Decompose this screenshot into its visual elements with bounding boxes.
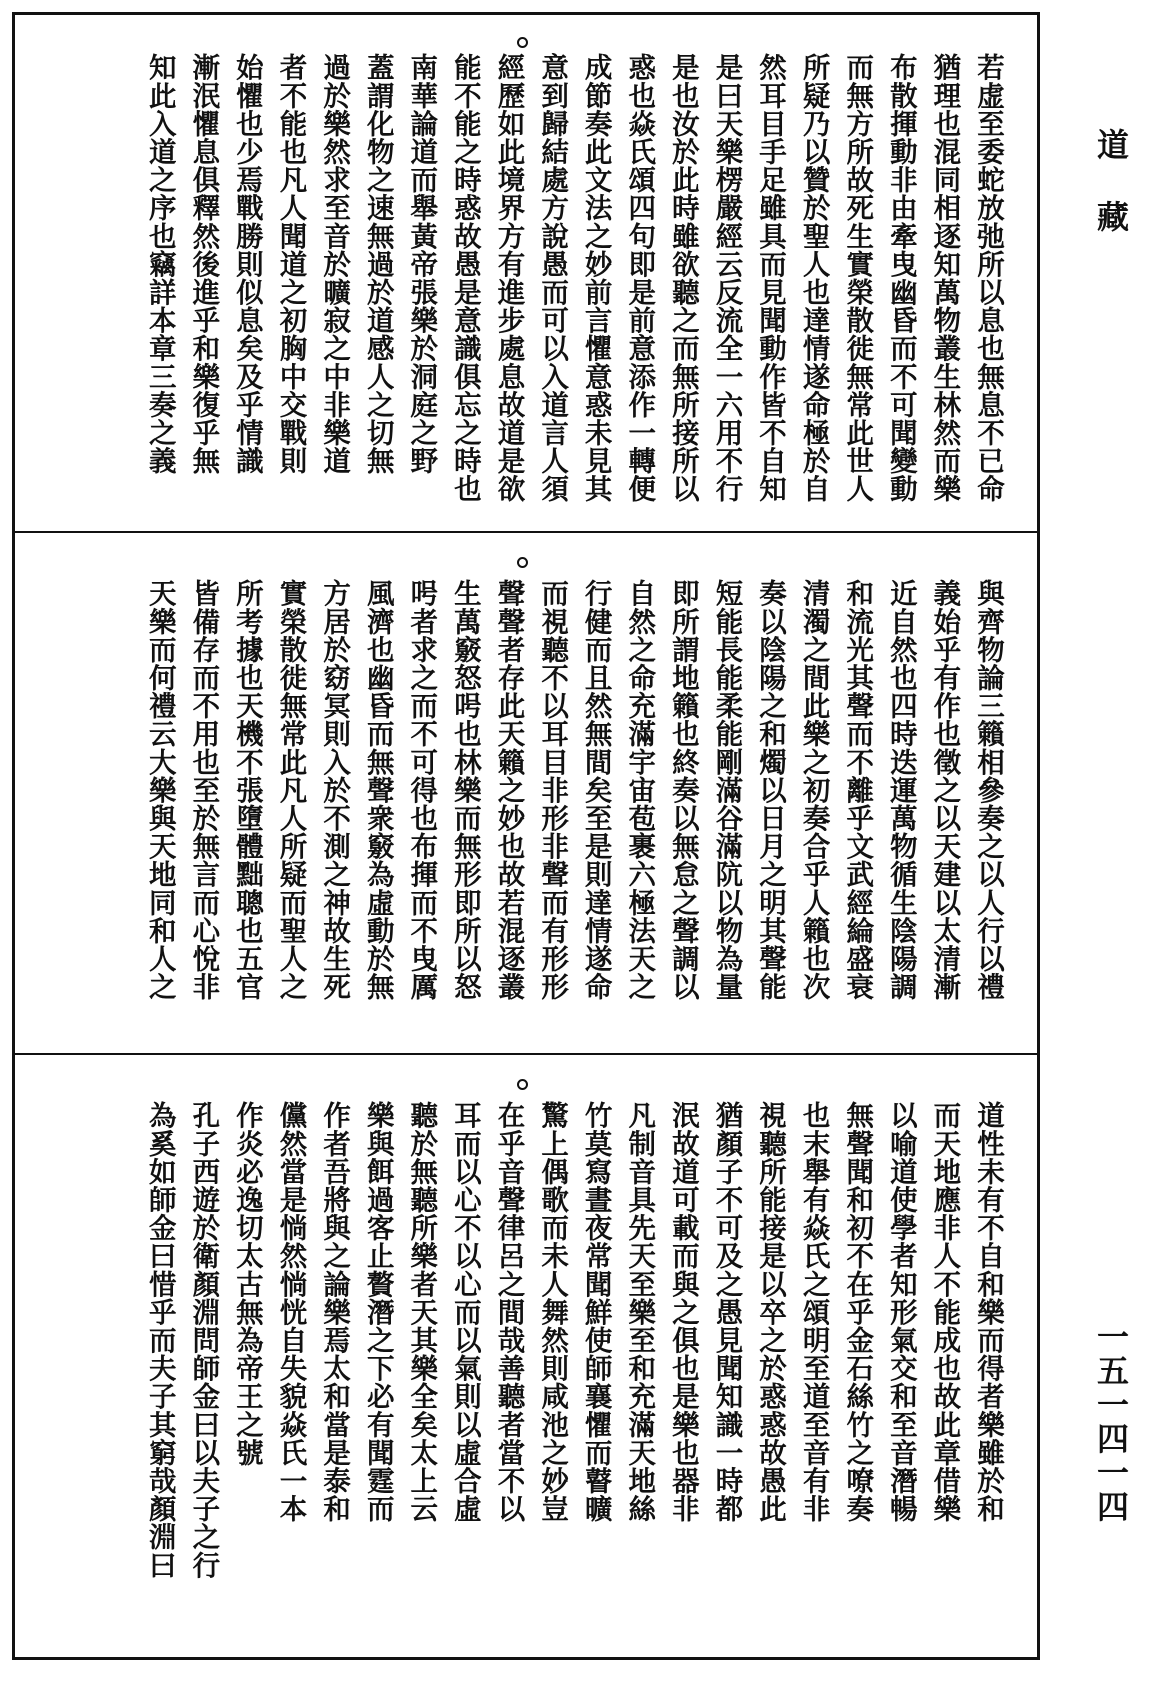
text-column: 孔子西遊於衛顏淵問師金曰以夫子之行 bbox=[187, 1101, 220, 1579]
text-column: 凡制音具先天至樂至和充滿天地絲 bbox=[623, 1101, 656, 1523]
text-column: 以喻道使學者知形氣交和至音潛暢 bbox=[884, 1101, 917, 1523]
text-column: 而視聽不以耳目非形非聲而有形形 bbox=[536, 579, 569, 1001]
page-frame bbox=[12, 12, 1040, 1660]
text-column: 作炎必逸切太古無為帝王之號 bbox=[230, 1101, 263, 1467]
text-column: 自然之命充滿宇宙苞裹六極法天之 bbox=[623, 579, 656, 1001]
text-column: 竹莫寫晝夜常聞鮮使師襄懼而瞽曠 bbox=[579, 1101, 612, 1523]
text-column: 義始乎有作也徵之以天建以太清漸 bbox=[928, 579, 961, 1001]
text-column: 皆備存而不用也至於無言而心悅非 bbox=[187, 579, 220, 1001]
text-column: 惑也焱氏頌四句即是前意添作一轉便 bbox=[623, 53, 656, 503]
text-column: 然耳目手足雖具而見聞動作皆不自知 bbox=[754, 53, 787, 503]
text-column: 風濟也幽昏而無聲衆竅為虛動於無 bbox=[361, 579, 394, 1001]
text-column: 聽於無聽所樂者天其樂全矣太上云 bbox=[405, 1101, 438, 1523]
text-column: 呺者求之而不可得也布揮而不曳厲 bbox=[405, 579, 438, 1001]
text-column: 是曰天樂楞嚴經云反流全一六用不行 bbox=[710, 53, 743, 503]
text-column: 即所謂地籟也終奏以無怠之聲調以 bbox=[666, 579, 699, 1001]
text-column: 漸泯懼息俱釋然後進乎和樂復乎無 bbox=[187, 53, 220, 475]
text-column: 道性未有不自和樂而得者樂雖於和 bbox=[972, 1101, 1004, 1523]
text-columns bbox=[137, 53, 1009, 503]
text-column: 蓋謂化物之速無過於道感人之切無 bbox=[361, 53, 394, 475]
text-column: 無聲聞和初不在乎金石絲竹之嘹奏 bbox=[841, 1101, 874, 1523]
section-ring-mark bbox=[517, 557, 528, 568]
text-column: 經歷如此境界方有進步處息故道是欲 bbox=[492, 53, 525, 503]
text-columns bbox=[137, 579, 1009, 1001]
text-column: 過於樂然求至音於曠寂之中非樂道 bbox=[318, 53, 351, 475]
text-column: 驚上偶歌而未人舞然則咸池之妙豈 bbox=[536, 1101, 569, 1523]
text-column: 近自然也四時迭運萬物循生陰陽調 bbox=[884, 579, 917, 1001]
text-column: 是也汝於此時雖欲聽之而無所接所以 bbox=[666, 53, 699, 503]
text-column: 視聽所能接是以卒之於惑惑故愚此 bbox=[754, 1101, 787, 1523]
text-column: 儻然當是惝然惝恍自失貌焱氏一本 bbox=[274, 1101, 307, 1523]
text-column: 耳而以心不以心而以氣則以虛合虛 bbox=[448, 1101, 481, 1523]
text-panel-upper bbox=[15, 15, 1037, 531]
text-column: 所疑乃以贊於聖人也達情遂命極於自 bbox=[797, 53, 830, 503]
text-column: 在乎音聲律呂之間哉善聽者當不以 bbox=[492, 1101, 525, 1523]
text-column: 樂與餌過客止贅潛之下必有聞霆而 bbox=[361, 1101, 394, 1523]
text-column: 能不能之時惑故愚是意識俱忘之時也 bbox=[448, 53, 481, 503]
text-column: 為奚如師金曰惜乎而夫子其窮哉顏淵曰 bbox=[143, 1101, 176, 1579]
text-column: 布散揮動非由牽曳幽昏而不可聞變動 bbox=[884, 53, 917, 503]
text-column: 猶顏子不可及之愚見聞知識一時都 bbox=[710, 1101, 743, 1523]
text-column: 意到歸結處方說愚而可以入道言人須 bbox=[536, 53, 569, 503]
text-column: 若虚至委蛇放弛所以息也無息不已命 bbox=[972, 53, 1004, 503]
text-column: 猶理也混同相逐知萬物叢生林然而樂 bbox=[928, 53, 961, 503]
text-column: 短能長能柔能剛滿谷滿阬以物為量 bbox=[710, 579, 743, 1001]
text-column: 實榮散徙無常此凡人所疑而聖人之 bbox=[274, 579, 307, 1001]
text-column: 者不能也凡人聞道之初胸中交戰則 bbox=[274, 53, 307, 475]
text-column: 始懼也少焉戰勝則似息矣及乎情識 bbox=[230, 53, 263, 475]
text-column: 所考據也天機不張墮體黜聰也五官 bbox=[230, 579, 263, 1001]
text-column: 也末舉有焱氏之頌明至道至音有非 bbox=[797, 1101, 830, 1523]
text-column: 南華論道而舉黃帝張樂於洞庭之野 bbox=[405, 53, 438, 475]
text-column: 生萬竅怒呺也林樂而無形即所以怒 bbox=[448, 579, 481, 1001]
text-panel-lower bbox=[15, 1053, 1037, 1657]
text-column: 奏以陰陽之和燭以日月之明其聲能 bbox=[754, 579, 787, 1001]
text-column: 泯故道可載而與之俱也是樂也器非 bbox=[666, 1101, 699, 1523]
text-column: 和流光其聲而不離乎文武經綸盛衰 bbox=[841, 579, 874, 1001]
text-column: 清濁之間此樂之初奏合乎人籟也次 bbox=[797, 579, 830, 1001]
text-column: 行健而且然無間矣至是則達情遂命 bbox=[579, 579, 612, 1001]
text-column: 成節奏此文法之妙前言懼意惑未見其 bbox=[579, 53, 612, 503]
section-ring-mark bbox=[517, 37, 528, 48]
text-columns bbox=[137, 1101, 1009, 1579]
text-panel-middle bbox=[15, 531, 1037, 1053]
text-column: 而無方所故死生實榮散徙無常此世人 bbox=[841, 53, 874, 503]
text-column: 聲聲者存此天籟之妙也故若混逐叢 bbox=[492, 579, 525, 1001]
page-number: 一五一四一四 bbox=[1092, 1320, 1130, 1524]
text-column: 而天地應非人不能成也故此章借樂 bbox=[928, 1101, 961, 1523]
text-column: 與齊物論三籟相參奏之以人行以禮 bbox=[972, 579, 1004, 1001]
text-column: 作者吾將與之論樂焉太和當是泰和 bbox=[318, 1101, 351, 1523]
text-column: 方居於窈冥則入於不測之神故生死 bbox=[318, 579, 351, 1001]
side-title: 道藏 bbox=[1092, 128, 1130, 272]
section-ring-mark bbox=[517, 1079, 528, 1090]
text-column: 知此入道之序也竊詳本章三奏之義 bbox=[143, 53, 176, 475]
text-column: 天樂而何禮云大樂與天地同和人之 bbox=[143, 579, 176, 1001]
